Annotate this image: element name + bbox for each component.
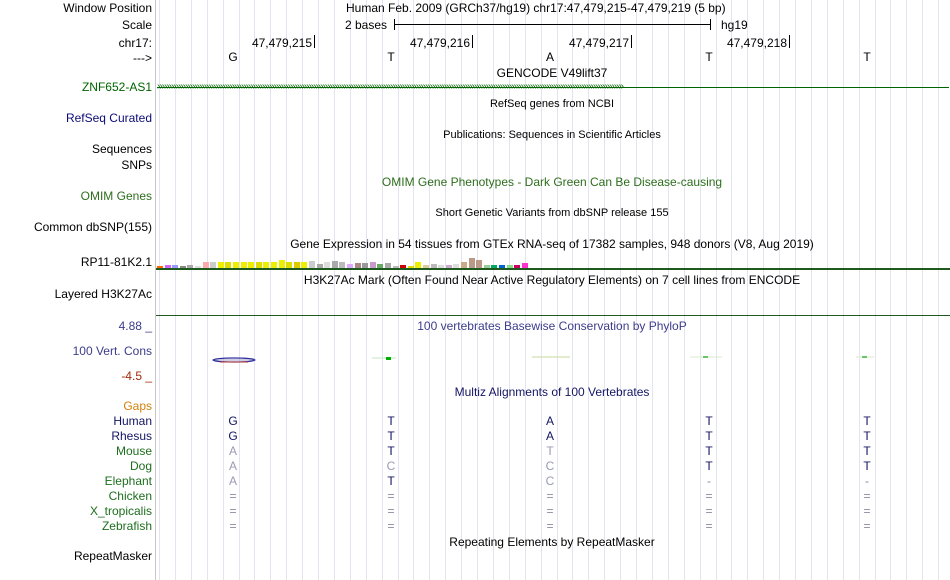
gtex-tissue-bar[interactable] — [279, 260, 285, 268]
chrom-label[interactable]: chr17: — [118, 36, 152, 50]
species-label[interactable]: Elephant — [104, 474, 152, 488]
gtex-track-title[interactable]: Gene Expression in 54 tissues from GTEx RNA-seq of 17382 samples, 948 donors (V8, Aug 2019) — [290, 237, 814, 251]
dbsnp-label[interactable]: Common dbSNP(155) — [33, 220, 152, 234]
aligned-base: = — [705, 489, 713, 503]
gencode-gene-chevrons[interactable]: ›››››››››››››››››››››››››››››››››››››››››››››››››››››››››››››››››››››››››››››››››››››››››››››››››››››››››››››››››››››››››››››››››››››››››››››››››››››››››››››››››››››››››››››››››››››››››››››››››››››››› — [157, 81, 624, 92]
aligned-base: T — [705, 459, 713, 473]
repeatmasker-track-title[interactable]: Repeating Elements by RepeatMasker — [449, 535, 655, 549]
reference-base: A — [545, 50, 554, 64]
strand-label: ---> — [133, 51, 152, 65]
aligned-base: = — [387, 504, 395, 518]
phylop-label[interactable]: 100 Vert. Cons — [72, 344, 152, 358]
aligned-base: T — [387, 474, 395, 488]
scale-text: 2 bases — [345, 18, 388, 32]
h3k27ac-label[interactable]: Layered H3K27Ac — [54, 287, 152, 301]
dbsnp-track-title[interactable]: Short Genetic Variants from dbSNP release 155 — [435, 207, 669, 219]
ruler-tick — [472, 35, 473, 48]
aligned-base: = — [546, 489, 554, 503]
aligned-base: = — [387, 489, 395, 503]
phylop-max-label: 4.88 _ — [118, 319, 152, 333]
multiz-track-title[interactable]: Multiz Alignments of 100 Vertebrates — [454, 385, 650, 399]
aligned-base: = — [546, 504, 554, 518]
species-label[interactable]: Rhesus — [111, 429, 152, 443]
aligned-base: - — [865, 474, 869, 488]
phylop-signal — [156, 350, 950, 370]
species-label[interactable]: Mouse — [115, 444, 152, 458]
aligned-base: = — [705, 519, 713, 533]
refseq-label[interactable]: RefSeq Curated — [65, 111, 152, 125]
scale-bar — [394, 24, 710, 25]
gtex-expression-bars[interactable] — [157, 256, 557, 268]
aligned-base: = — [863, 504, 871, 518]
aligned-base: T — [863, 429, 871, 443]
gtex-tissue-bar[interactable] — [309, 261, 315, 268]
ruler-tick — [789, 35, 790, 48]
gtex-gene-label[interactable]: RP11-81K2.1 — [80, 255, 152, 269]
aligned-base: T — [863, 414, 871, 428]
scale-assembly: hg19 — [721, 18, 748, 32]
gtex-tissue-bar[interactable] — [469, 258, 475, 268]
aligned-base: T — [387, 444, 395, 458]
reference-base: T — [387, 50, 395, 64]
aligned-base: A — [545, 429, 554, 443]
reference-base: T — [863, 50, 871, 64]
aligned-base: T — [863, 459, 871, 473]
gencode-gene-label[interactable]: ZNF652-AS1 — [81, 80, 152, 94]
aligned-base: T — [705, 444, 713, 458]
aligned-base: = — [229, 504, 237, 518]
aligned-base: A — [228, 459, 237, 473]
omim-track-title[interactable]: OMIM Gene Phenotypes - Dark Green Can Be Disease-causing — [381, 175, 723, 189]
h3k27ac-track-title[interactable]: H3K27Ac Mark (Often Found Near Active Regulatory Elements) on 7 cell lines from ENCODE — [303, 273, 801, 287]
aligned-base: = — [705, 504, 713, 518]
phylop-track-title[interactable]: 100 vertebrates Basewise Conservation by PhyloP — [417, 319, 687, 333]
ruler-tick — [631, 35, 632, 48]
refseq-track-title[interactable]: RefSeq genes from NCBI — [489, 98, 615, 110]
aligned-base: G — [228, 429, 238, 443]
aligned-base: A — [545, 414, 554, 428]
repeatmasker-label[interactable]: RepeatMasker — [73, 549, 152, 563]
aligned-base: = — [863, 489, 871, 503]
aligned-base: T — [387, 429, 395, 443]
aligned-base: A — [228, 474, 237, 488]
window-position-value: Human Feb. 2009 (GRCh37/hg19) chr17:47,479,215-47,479,219 (5 bp) — [346, 1, 726, 15]
aligned-base: T — [863, 444, 871, 458]
scale-bar-tick-left — [394, 19, 395, 30]
phylop-min-label: -4.5 _ — [121, 369, 152, 383]
gtex-tissue-bar[interactable] — [332, 261, 338, 268]
aligned-base: = — [229, 489, 237, 503]
publications-label-sequences[interactable]: Sequences — [91, 142, 152, 156]
species-label[interactable]: Human — [113, 414, 152, 428]
ruler-position-label: 47,479,216 — [409, 36, 470, 50]
aligned-base: = — [229, 519, 237, 533]
scale-bar-tick-right — [710, 19, 711, 30]
ruler-position-label: 47,479,217 — [568, 36, 629, 50]
aligned-base: = — [863, 519, 871, 533]
aligned-base: = — [546, 519, 554, 533]
aligned-base: T — [705, 429, 713, 443]
reference-base: T — [705, 50, 713, 64]
aligned-base: C — [545, 474, 555, 488]
ruler-position-label: 47,479,218 — [726, 36, 787, 50]
gtex-tissue-bar[interactable] — [476, 260, 482, 268]
aligned-base: T — [705, 414, 713, 428]
h3k27ac-baseline — [156, 315, 950, 316]
gtex-baseline — [156, 268, 950, 270]
species-label[interactable]: Zebrafish — [101, 519, 152, 533]
aligned-base: A — [228, 444, 237, 458]
multiz-gaps-label: Gaps — [123, 399, 152, 413]
gencode-track-title[interactable]: GENCODE V49lift37 — [496, 66, 608, 80]
species-label[interactable]: X_tropicalis — [89, 504, 152, 518]
aligned-base: T — [387, 414, 395, 428]
omim-label[interactable]: OMIM Genes — [80, 189, 152, 203]
reference-base: G — [228, 50, 238, 64]
species-label[interactable]: Dog — [129, 459, 152, 473]
window-position-label[interactable]: Window Position — [63, 1, 152, 15]
publications-label-snps[interactable]: SNPs — [121, 158, 152, 172]
aligned-base: G — [228, 414, 238, 428]
aligned-base: - — [707, 474, 711, 488]
aligned-base: = — [387, 519, 395, 533]
ruler-position-label: 47,479,215 — [251, 36, 312, 50]
scale-label[interactable]: Scale — [121, 18, 152, 32]
aligned-base: C — [545, 459, 555, 473]
aligned-base: T — [546, 444, 554, 458]
publications-track-title[interactable]: Publications: Sequences in Scientific Articles — [443, 129, 661, 141]
aligned-base: C — [386, 459, 396, 473]
ruler-tick — [314, 35, 315, 48]
species-label[interactable]: Chicken — [108, 489, 152, 503]
